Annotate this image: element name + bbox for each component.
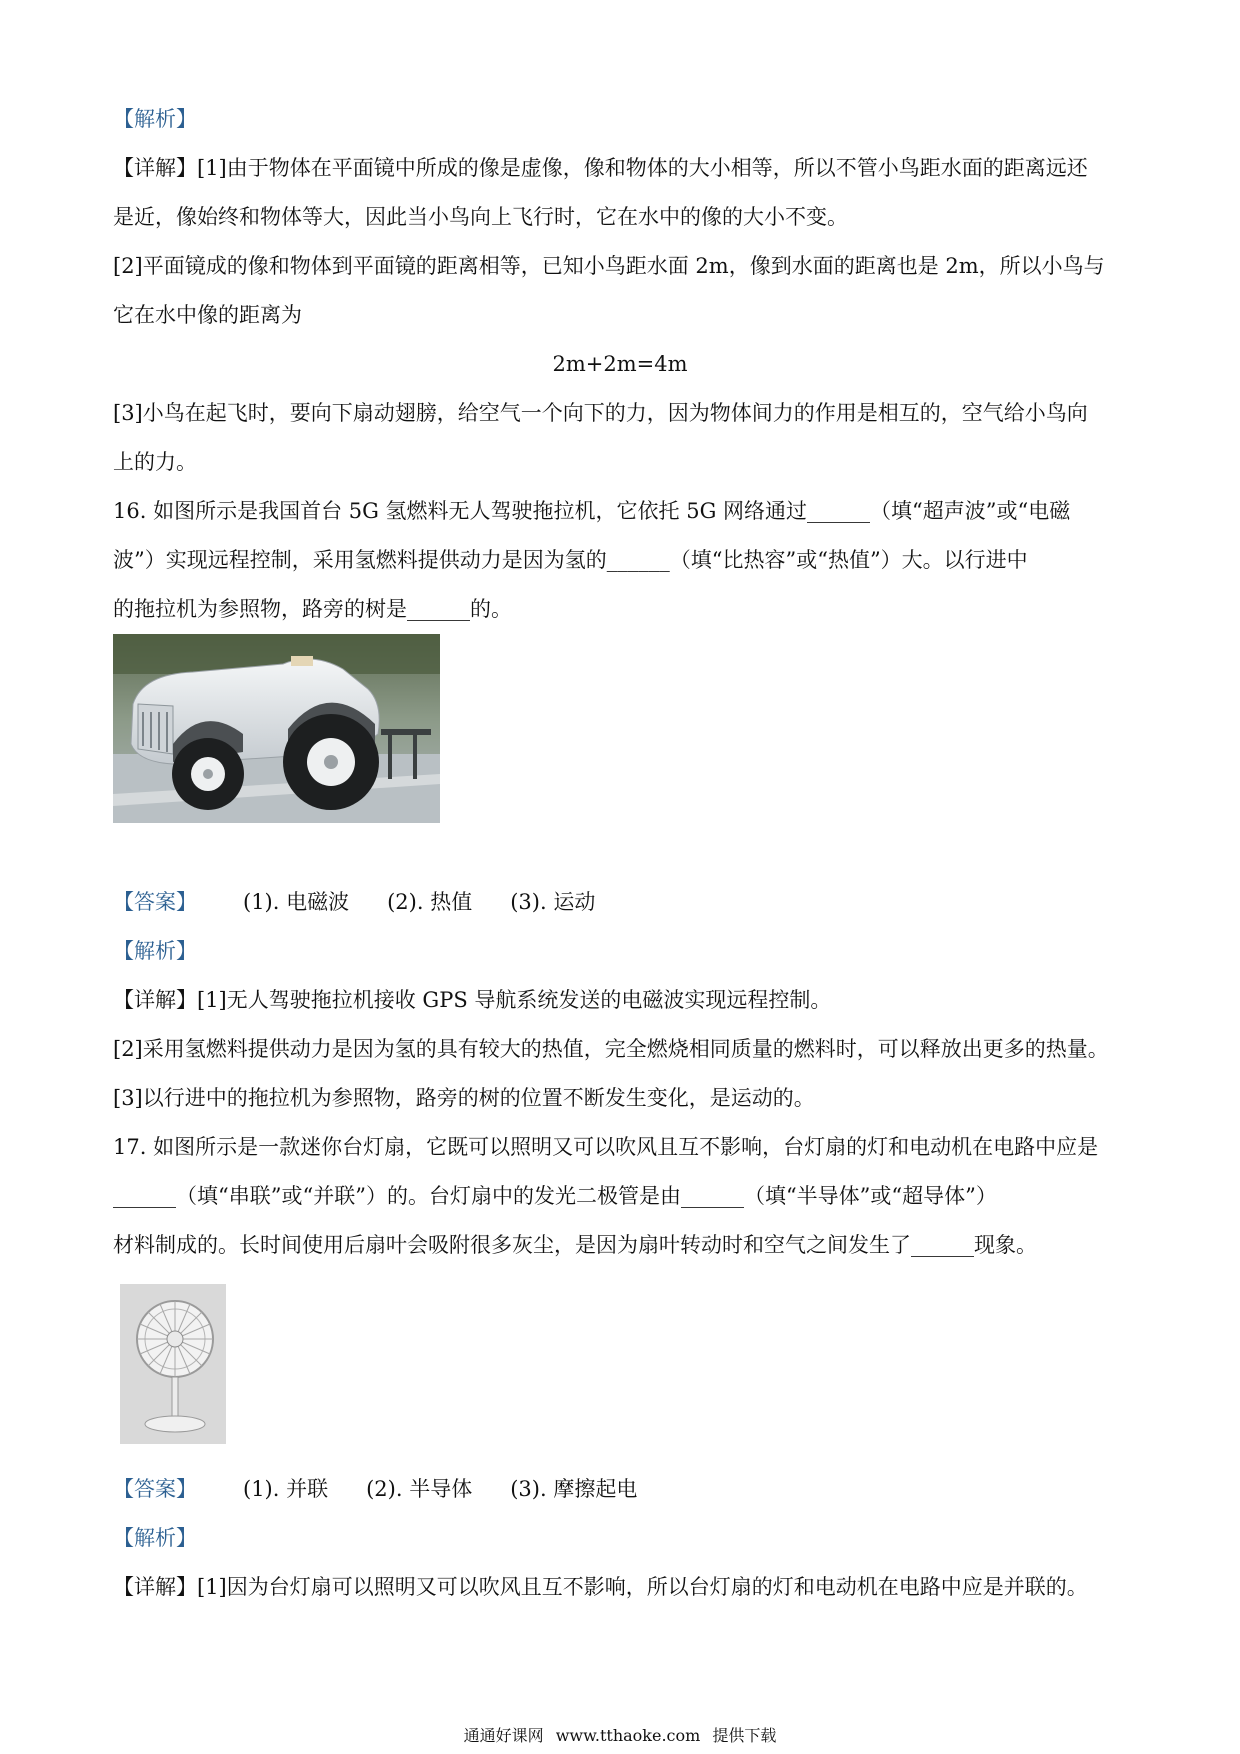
answer-17 [113,1474,1133,1504]
detail-paragraph: 上的力。 [113,450,197,474]
detail-paragraph: [3]以行进中的拖拉机为参照物，路旁的树的位置不断发生变化，是运动的。 [113,1086,815,1110]
answer-item: (2). 热值 [387,890,473,914]
question-16-text: 16. 如图所示是我国首台 5G 氢燃料无人驾驶拖拉机，它依托 5G 网络通过______（填“超声波”或“电磁 [113,499,1071,523]
answer-item: (2). 半导体 [366,1477,473,1501]
footer-site-name: 通通好课网 [463,1726,544,1745]
detail-paragraph: [2]平面镜成的像和物体到平面镜的距离相等，已知小鸟距水面 2m，像到水面的距离也是 2m，所以小鸟与 [113,254,1105,278]
page-footer [0,1725,1240,1747]
question-16-text: 波”）实现远程控制，采用氢燃料提供动力是因为氢的______（填“比热容”或“热值”）大。以行进中 [113,548,1028,572]
tractor-photo [113,634,440,823]
question-16-text: 的拖拉机为参照物，路旁的树是______的。 [113,597,512,621]
answer-item: (3). 运动 [510,890,596,914]
detail-paragraph: 【详解】[1]因为台灯扇可以照明又可以吹风且互不影响，所以台灯扇的灯和电动机在电路中应是并联的。 [113,1575,1088,1599]
question-17-text: ______（填“串联”或“并联”）的。台灯扇中的发光二极管是由______（填“半导体”或“超导体”） [113,1184,997,1208]
analysis-heading: 【解析】 [113,1526,197,1550]
answer-heading: 【答案】 [113,1477,197,1501]
detail-paragraph: [2]采用氢燃料提供动力是因为氢的具有较大的热值，完全燃烧相同质量的燃料时，可以释放出更多的热量。 [113,1037,1109,1061]
detail-paragraph: 【详解】[1]由于物体在平面镜中所成的像是虚像，像和物体的大小相等，所以不管小鸟距水面的距离远还 [113,156,1088,180]
equation: 2m+2m=4m [552,352,688,376]
detail-paragraph: 是近，像始终和物体等大，因此当小鸟向上飞行时，它在水中的像的大小不变。 [113,205,848,229]
analysis-heading: 【解析】 [113,107,197,131]
answer-item: (1). 并联 [243,1477,329,1501]
answer-16 [113,887,1133,917]
question-17-text: 材料制成的。长时间使用后扇叶会吸附很多灰尘，是因为扇叶转动时和空气之间发生了______现象。 [113,1233,1037,1257]
answer-item: (1). 电磁波 [243,890,350,914]
footer-url[interactable]: www.tthaoke.com [555,1726,701,1745]
analysis-heading: 【解析】 [113,939,197,963]
footer-note: 提供下载 [712,1726,777,1745]
answer-item: (3). 摩擦起电 [510,1477,638,1501]
detail-paragraph: 它在水中像的距离为 [113,303,302,327]
detail-paragraph: 【详解】[1]无人驾驶拖拉机接收 GPS 导航系统发送的电磁波实现远程控制。 [113,988,832,1012]
question-17-text: 17. 如图所示是一款迷你台灯扇，它既可以照明又可以吹风且互不影响，台灯扇的灯和电动机在电路中应是 [113,1135,1099,1159]
desk-fan-photo [120,1284,226,1444]
detail-paragraph: [3]小鸟在起飞时，要向下扇动翅膀，给空气一个向下的力，因为物体间力的作用是相互的，空气给小鸟向 [113,401,1088,425]
answer-heading: 【答案】 [113,890,197,914]
